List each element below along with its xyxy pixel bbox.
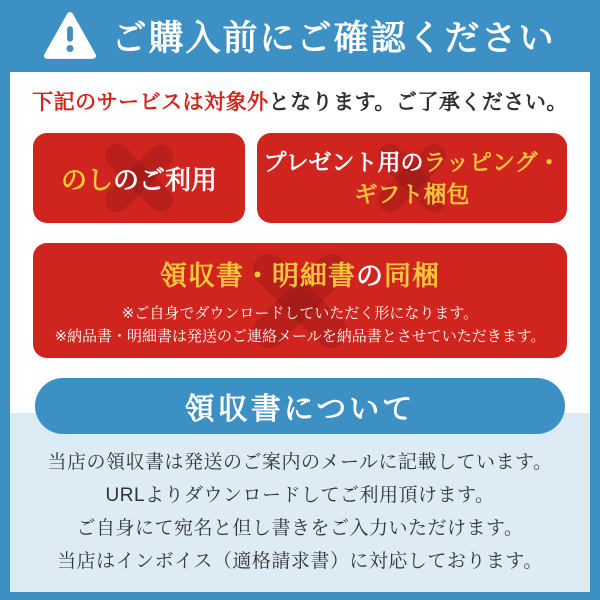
notice-line [10, 86, 590, 116]
noshi-label-white: のご利用 [113, 164, 218, 195]
receipt-info-line-3: ご自身にて宛名と但し書きをご入力いただけます。 [76, 518, 524, 539]
excluded-wrapping-box [257, 133, 567, 223]
receipt-info-line-4: 当店はインボイス（適格請求書）に対応しております。 [57, 551, 543, 572]
receipt-title-white: の [356, 260, 384, 291]
wrapping-label-white: プレゼント用の [263, 149, 424, 175]
wrapping-label-yellow2: ギフト梱包 [354, 181, 470, 207]
receipt-info-line-2: URLよりダウンロードしてご利用頂けます。 [105, 485, 495, 506]
page-title: ご購入前にご確認ください [111, 19, 556, 58]
receipt-title-yellow2: 同梱 [384, 260, 440, 291]
receipt-info-text [10, 446, 590, 578]
receipt-heading-pill [35, 378, 565, 434]
receipt-box-title [160, 254, 440, 293]
receipt-heading-label: 領収書について [184, 393, 416, 426]
receipt-title-yellow1: 領収書・明細書 [160, 260, 356, 291]
excluded-noshi-box [33, 133, 245, 223]
noshi-label-yellow: のし [60, 164, 113, 195]
receipt-box-note-2: ※納品書・明細書は発送のご連絡メールを納品書とさせていただきます。 [54, 327, 546, 345]
content-panel [10, 72, 590, 592]
warning-triangle-icon [44, 12, 96, 60]
noshi-label [61, 160, 217, 197]
receipt-info-line-1: 当店の領収書は発送のご案内のメールに記載しています。 [47, 452, 553, 473]
notice-highlight: 下記のサービスは対象外 [32, 91, 269, 114]
receipt-box-note-1: ※ご自身でダウンロードしていただく形になります。 [121, 304, 479, 322]
notice-rest: となります。ご了承ください。 [268, 91, 568, 114]
wrapping-label [263, 146, 560, 210]
excluded-receipt-box [33, 243, 567, 358]
header [0, 0, 600, 72]
wrapping-label-yellow1: ラッピング・ [423, 149, 561, 175]
